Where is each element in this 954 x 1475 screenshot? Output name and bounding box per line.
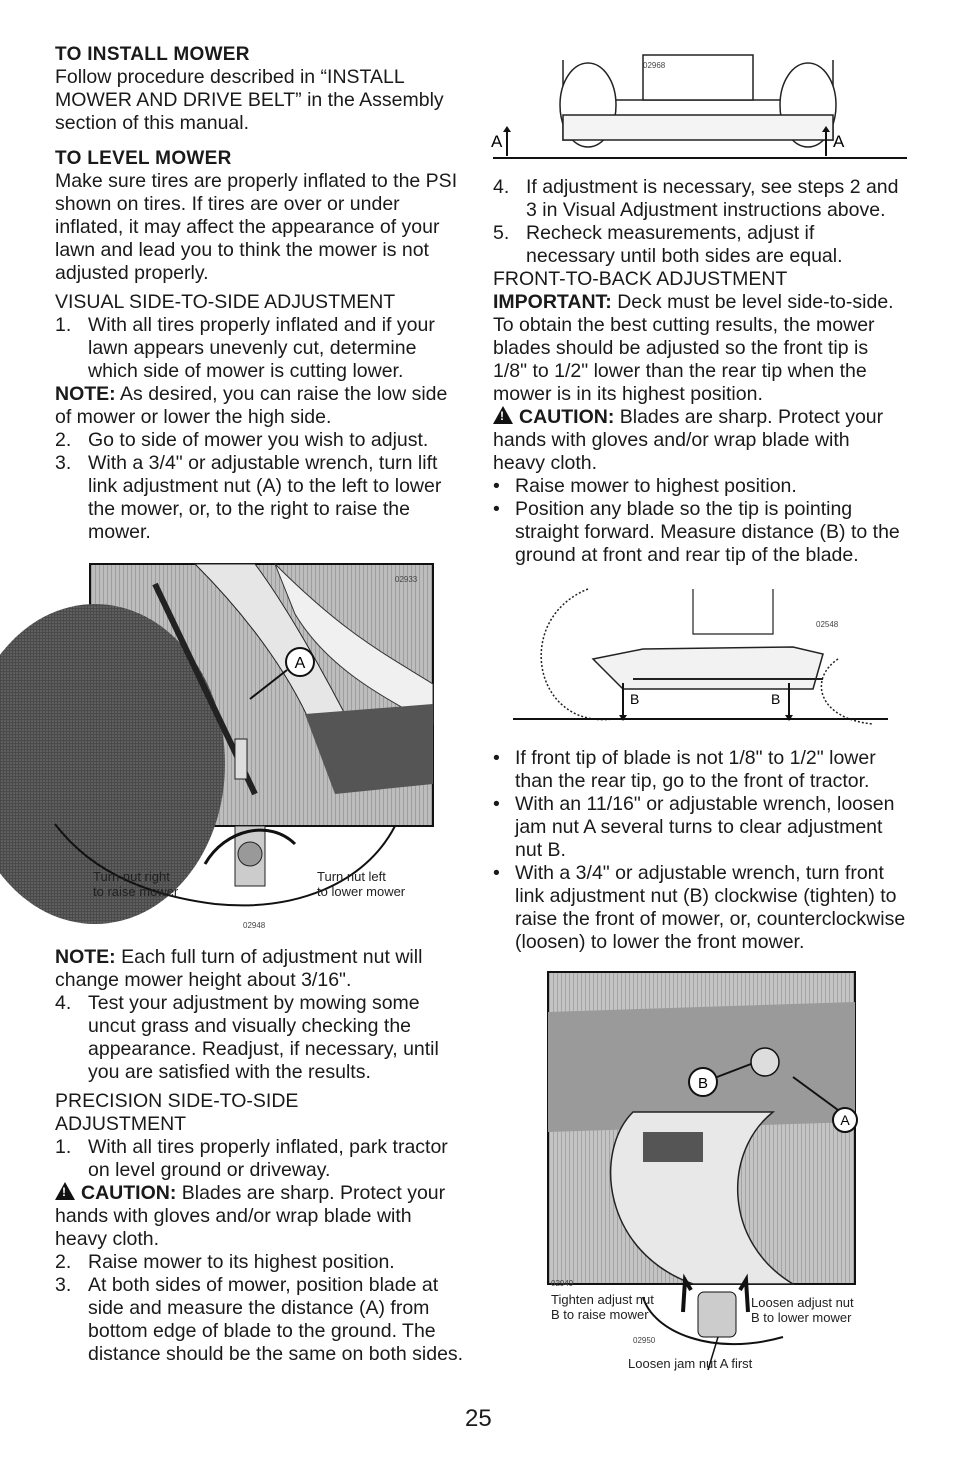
precision-heading: PRECISION SIDE-TO-SIDE ADJUSTMENT [55,1090,299,1135]
bullet-position: • Position any blade so the tip is pointing straight forward. Measure distance (B) to the ground at front and rear tip of the blade. [493,498,900,566]
svg-text:A: A [833,132,845,151]
left-column [55,44,467,1366]
bullet-jam-nut: • With an 11/16" or adjustable wrench, loosen jam nut A several turns to clear adjustment nut B. [493,793,895,861]
tractor-front-diagram [493,50,907,170]
svg-text:A: A [840,1112,850,1128]
figure-code: 02949 [551,1279,574,1288]
lift-link-figure [55,564,467,944]
visual-step-2: 2. Go to side of mower you wish to adjust. [55,429,429,451]
visual-note: NOTE: As desired, you can raise the low side of mower or lower the high side. [55,383,448,428]
caption-jam-nut: Loosen jam nut A first [628,1356,753,1371]
side-measure-figure [493,50,907,170]
step-4-adjust: 4. If adjustment is necessary, see steps 2 and 3 in Visual Adjustment instructions above. [493,176,899,221]
caption-loosen: Loosen adjust nut B to lower mower [751,1295,854,1325]
figure-code: 02968 [643,61,666,70]
level-heading: TO LEVEL MOWER [55,148,232,169]
precision-step-2: 2. Raise mower to its highest position. [55,1251,395,1273]
step-5-recheck: 5. Recheck measurements, adjust if necessary until both sides are equal. [493,222,843,267]
warning-icon [493,406,513,424]
bullet-front-link: • With a 3/4" or adjustable wrench, turn front link adjustment nut (B) clockwise (tighten) to raise the front of mower, or, counterclockwise (loosen) to lower the front mower. [493,862,906,953]
svg-text:B: B [630,691,640,707]
figure-code: 02548 [816,620,839,629]
figure-code-2: 02950 [633,1336,656,1345]
caption-tighten: Tighten adjust nut B to raise mower [551,1292,654,1322]
deck-side-diagram [493,579,907,739]
note-height: NOTE: Each full turn of adjustment nut will change mower height about 3/16". [55,946,423,991]
important-note: IMPORTANT: Deck must be level side-to-side. [493,291,894,313]
figure-code-2: 02948 [243,921,266,930]
svg-text:B: B [771,691,781,707]
caption-raise: Turn nut right to raise mower [93,869,179,899]
page-number: 25 [465,1405,492,1432]
obtain-text: To obtain the best cutting results, the mower blades should be adjusted so the front tip is 1/8" to 1/2" lower than the rear tip when the mower is in its highest position. [493,314,875,405]
precision-step-1: 1. With all tires properly inflated, park tractor on level ground or driveway. [55,1136,448,1181]
install-heading: TO INSTALL MOWER [55,44,250,65]
right-column [493,50,907,1372]
bullet-raise: • Raise mower to highest position. [493,475,797,497]
precision-caution: !CAUTION: Blades are sharp. Protect your hands with gloves and/or wrap blade with heavy cloth. [55,1182,467,1251]
visual-heading: VISUAL SIDE-TO-SIDE ADJUSTMENT [55,291,396,313]
front-link-figure [493,972,907,1372]
step-4-test: 4. Test your adjustment by mowing some uncut grass and visually checking the appearance. Readjust, if necessary, until you are satisfied with the results. [55,992,439,1083]
caution-text: !CAUTION: Blades are sharp. Protect your hands with gloves and/or wrap blade with heavy cloth. [493,406,907,475]
front-back-figure [493,579,907,739]
ftb-heading: FRONT-TO-BACK ADJUSTMENT [493,268,788,290]
visual-step-3: 3. With a 3/4" or adjustable wrench, turn lift link adjustment nut (A) to the left to lower the mower, or, to the right to raise the mower. [55,452,442,543]
install-text: Follow procedure described in “INSTALL MOWER AND DRIVE BELT” in the Assembly section of this manual. [55,66,444,134]
figure-code: 02933 [395,575,418,584]
svg-text:B: B [697,1075,709,1092]
warning-icon [55,1182,75,1200]
precision-step-3: 3. At both sides of mower, position blade at side and measure the distance (A) from bottom edge of blade to the ground. The distance should be the same on both sides. [55,1274,464,1365]
level-text: Make sure tires are properly inflated to the PSI shown on tires. If tires are over or under inflated, it may affect the appearance of your lawn and lead you to think the mower is not adjusted properly. [55,170,458,284]
caption-lower: Turn nut left to lower mower [317,869,406,899]
bullet-front-tip: • If front tip of blade is not 1/8" to 1/2" lower than the rear tip, go to the front of tractor. [493,747,876,792]
visual-step-1: 1. With all tires properly inflated and if your lawn appears unevenly cut, determine which side of mower is cutting lower. [55,314,435,382]
svg-text:A: A [491,132,503,151]
svg-text:A: A [294,655,306,672]
